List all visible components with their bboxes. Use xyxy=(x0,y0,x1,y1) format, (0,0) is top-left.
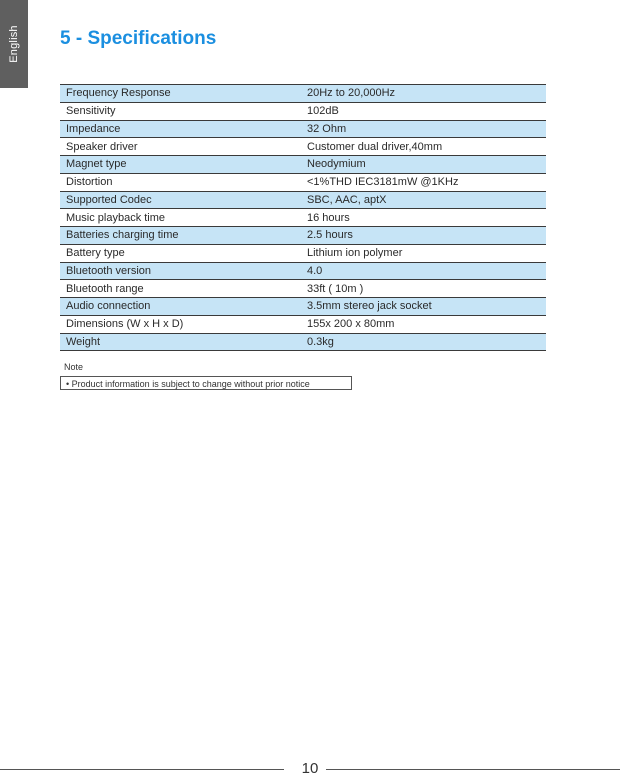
spec-key: Magnet type xyxy=(60,156,300,174)
note-box: • Product information is subject to change without prior notice xyxy=(60,376,352,390)
spec-row xyxy=(60,173,546,191)
spec-value: Customer dual driver,40mm xyxy=(300,138,546,156)
spec-key: Frequency Response xyxy=(60,85,300,103)
spec-row xyxy=(60,227,546,245)
spec-value: Neodymium xyxy=(300,156,546,174)
spec-row xyxy=(60,333,546,351)
spec-row xyxy=(60,244,546,262)
spec-value: 155x 200 x 80mm xyxy=(300,315,546,333)
spec-key: Sensitivity xyxy=(60,102,300,120)
spec-row xyxy=(60,209,546,227)
spec-value: Lithium ion polymer xyxy=(300,244,546,262)
spec-key: Weight xyxy=(60,333,300,351)
note-label: Note xyxy=(64,362,84,372)
spec-value: 2.5 hours xyxy=(300,227,546,245)
spec-key: Bluetooth range xyxy=(60,280,300,298)
footer-divider-right xyxy=(326,769,620,770)
spec-row xyxy=(60,102,546,120)
language-tab xyxy=(0,0,28,88)
spec-key: Distortion xyxy=(60,173,300,191)
spec-key: Bluetooth version xyxy=(60,262,300,280)
spec-key: Impedance xyxy=(60,120,300,138)
spec-value: 4.0 xyxy=(300,262,546,280)
spec-value: 0.3kg xyxy=(300,333,546,351)
spec-row xyxy=(60,280,546,298)
spec-value: 20Hz to 20,000Hz xyxy=(300,85,546,103)
language-tab-label: English xyxy=(8,25,20,63)
spec-row xyxy=(60,156,546,174)
spec-value: <1%THD IEC3181mW @1KHz xyxy=(300,173,546,191)
spec-row xyxy=(60,191,546,209)
spec-value: SBC, AAC, aptX xyxy=(300,191,546,209)
specifications-table xyxy=(60,84,546,351)
spec-row xyxy=(60,85,546,103)
page-title: 5 - Specifications xyxy=(60,28,217,49)
page-number: 10 xyxy=(301,760,319,777)
spec-row xyxy=(60,120,546,138)
spec-row xyxy=(60,138,546,156)
spec-key: Battery type xyxy=(60,244,300,262)
spec-key: Audio connection xyxy=(60,298,300,316)
spec-row xyxy=(60,315,546,333)
spec-row xyxy=(60,298,546,316)
spec-value: 16 hours xyxy=(300,209,546,227)
spec-value: 102dB xyxy=(300,102,546,120)
spec-value: 32 Ohm xyxy=(300,120,546,138)
spec-key: Supported Codec xyxy=(60,191,300,209)
spec-row xyxy=(60,262,546,280)
spec-key: Music playback time xyxy=(60,209,300,227)
spec-key: Dimensions (W x H x D) xyxy=(60,315,300,333)
footer-divider-left xyxy=(0,769,284,770)
spec-value: 3.5mm stereo jack socket xyxy=(300,298,546,316)
spec-key: Batteries charging time xyxy=(60,227,300,245)
spec-key: Speaker driver xyxy=(60,138,300,156)
spec-value: 33ft ( 10m ) xyxy=(300,280,546,298)
